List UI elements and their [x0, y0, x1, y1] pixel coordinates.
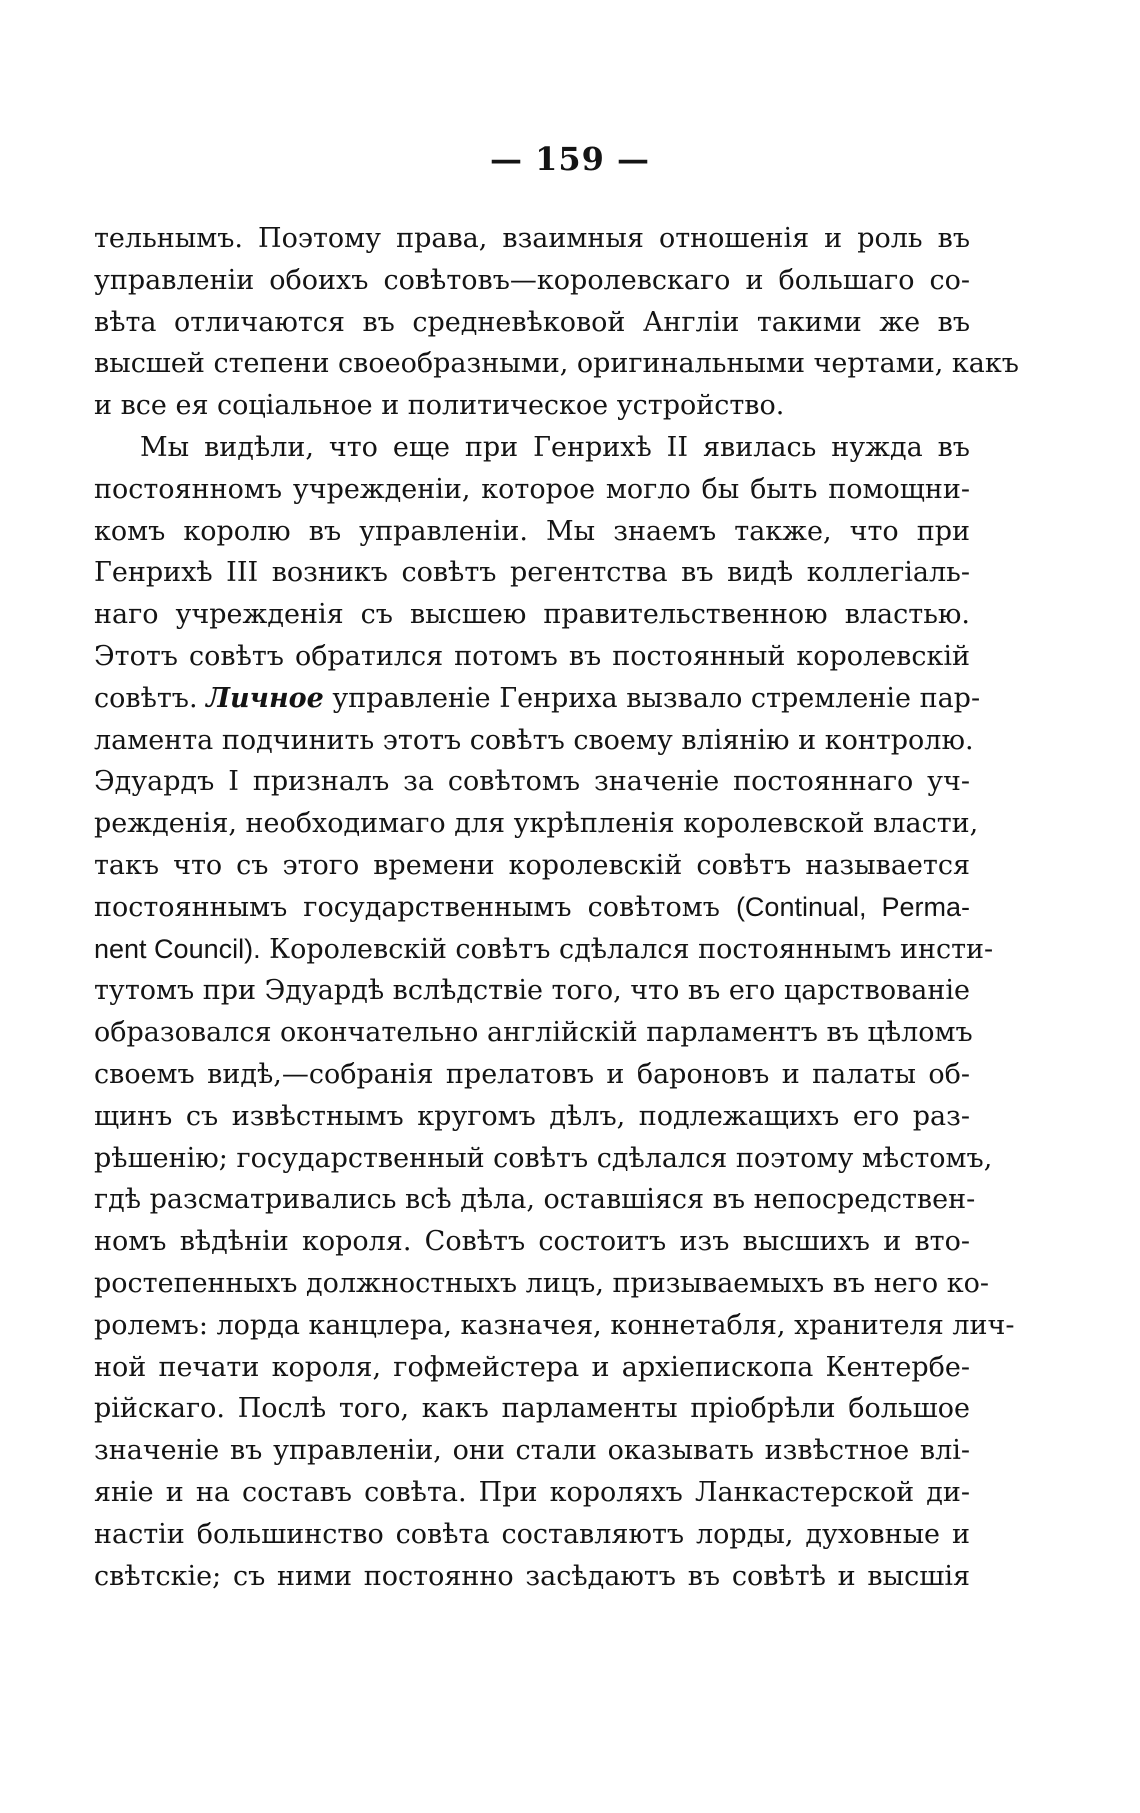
text-segment: постояннымъ государственнымъ совѣтомъ: [94, 891, 736, 923]
text-line: рѣшенію; государственный совѣтъ сдѣлался поэтому мѣстомъ,: [94, 1142, 993, 1174]
text-line: постоянномъ учрежденіи, которое могло бы быть помощни-: [94, 473, 970, 505]
text-line: гдѣ разсматривались всѣ дѣла, оставшіяся въ непосредствен-: [94, 1184, 976, 1216]
text-line-with-latin: [94, 929, 994, 971]
text-line: Генрихѣ III возникъ совѣтъ регентства въ видѣ коллегіаль-: [94, 557, 970, 589]
text-line: высшей степени своеобразными, оригинальными чертами, какъ: [94, 348, 1019, 380]
paragraph-first-line: Мы видѣли, что еще при Генрихѣ II явилась нужда въ: [140, 431, 970, 463]
text-line: тутомъ при Эдуардѣ вслѣдствіе того, что въ его царствованіе: [94, 975, 970, 1007]
text-line: управленіи обоихъ совѣтовъ—королевскаго и большаго со-: [94, 264, 970, 296]
body-text: [94, 218, 1019, 1597]
text-line: образовался окончательно англійскій парламентъ въ цѣломъ: [94, 1017, 973, 1049]
text-line: рійскаго. Послѣ того, какъ парламенты пріобрѣли большое: [94, 1393, 970, 1425]
text-line: своемъ видѣ,—собранія прелатовъ и бароновъ и палаты об-: [94, 1058, 970, 1090]
text-segment: Королевскій совѣтъ сдѣлался постояннымъ инсти-: [260, 933, 994, 965]
text-segment: управленіе Генриха вызвало стремленіе пар-: [323, 682, 981, 714]
text-line: ной печати короля, гофмейстера и архіепископа Кентербе-: [94, 1351, 970, 1383]
text-line: щинъ съ извѣстнымъ кругомъ дѣлъ, подлежащихъ его раз-: [94, 1100, 970, 1132]
text-line-with-latin: [94, 887, 970, 929]
text-line: такъ что съ этого времени королевскій совѣтъ называется: [94, 849, 970, 881]
text-line: номъ вѣдѣніи короля. Совѣтъ состоитъ изъ высшихъ и вто-: [94, 1226, 970, 1258]
latin-term: nent Council).: [94, 933, 261, 964]
latin-term: (Continual, Perma-: [735, 891, 970, 922]
text-line: режденія, необходимаго для укрѣпленія королевской власти,: [94, 808, 979, 840]
text-line: ролемъ: лорда канцлера, казначея, коннетабля, хранителя лич-: [94, 1309, 1015, 1341]
text-line: комъ королю въ управленіи. Мы знаемъ также, что при: [94, 515, 970, 547]
text-line: и все ея соціальное и политическое устройство.: [94, 390, 785, 422]
text-line: тельнымъ. Поэтому права, взаимныя отношенія и роль въ: [94, 223, 970, 254]
text-segment: совѣтъ.: [94, 682, 207, 714]
text-line: свѣтскіе; съ ними постоянно засѣдаютъ въ совѣтѣ и высшія: [94, 1560, 970, 1592]
text-line: значеніе въ управленіи, они стали оказывать извѣстное влі-: [94, 1435, 970, 1467]
text-line: Эдуардъ I призналъ за совѣтомъ значеніе постояннаго уч-: [94, 766, 970, 798]
text-line-with-emphasis: [94, 678, 981, 720]
text-line: наго учрежденія съ высшею правительственною властью.: [94, 599, 970, 631]
text-line: вѣта отличаются въ средневѣковой Англіи такими же въ: [94, 306, 970, 338]
text-line: Этотъ совѣтъ обратился потомъ въ постоянный королевскій: [94, 640, 970, 672]
text-line: настіи большинство совѣта составляютъ лорды, духовные и: [94, 1518, 970, 1550]
text-line: ростепенныхъ должностныхъ лицъ, призываемыхъ въ него ко-: [94, 1267, 989, 1299]
page-number: — 159 —: [489, 140, 651, 178]
text-line: яніе и на составъ совѣта. При короляхъ Ланкастерской ди-: [94, 1476, 970, 1508]
text-line: ламента подчинить этотъ совѣтъ своему вліянію и контролю.: [94, 724, 974, 756]
emphasized-word: Личное: [206, 682, 324, 714]
